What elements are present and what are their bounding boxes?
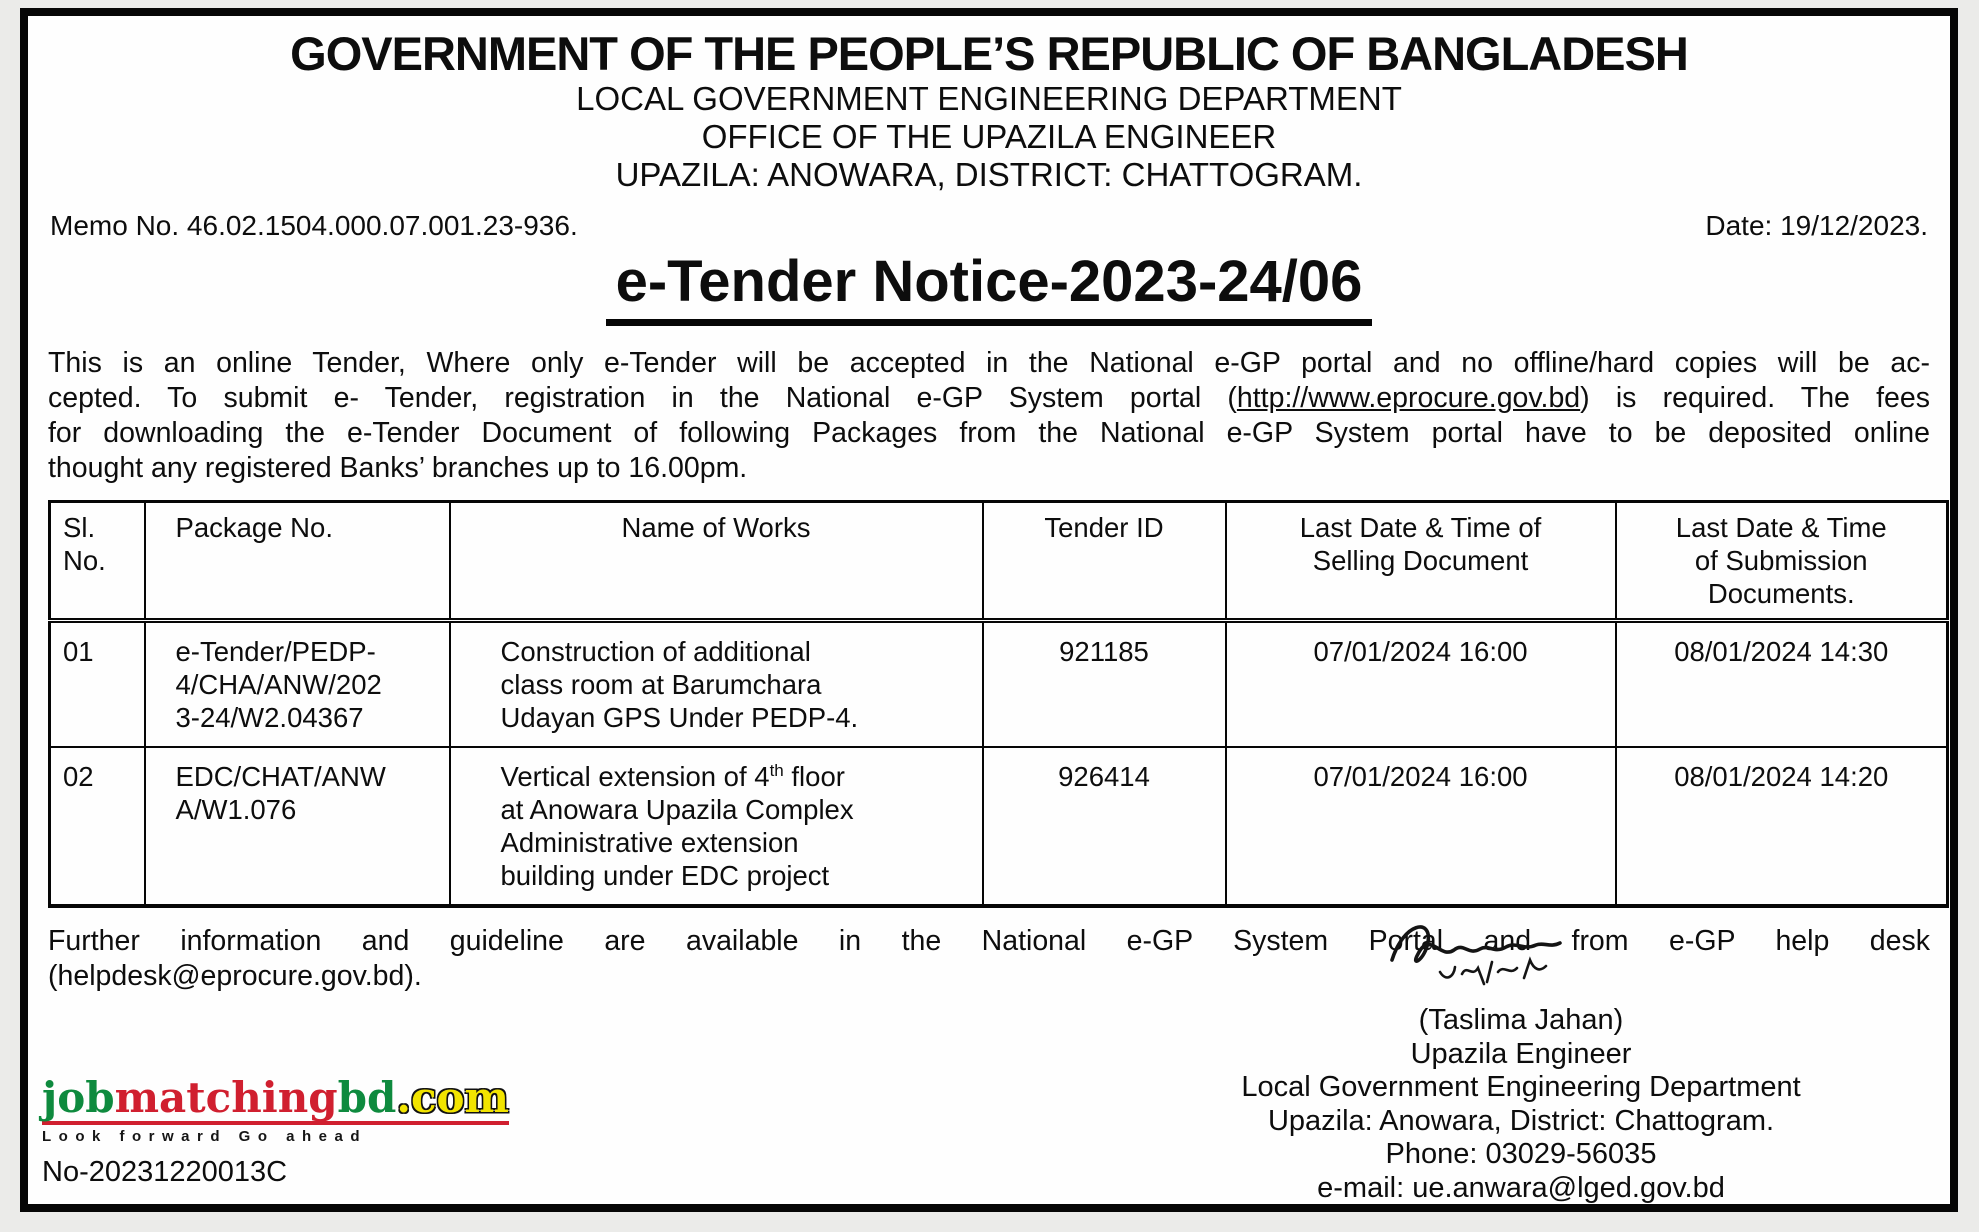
- signatory-phone: Phone: 03029-56035: [1385, 1138, 1657, 1170]
- cell-tender-id: 921185: [983, 621, 1226, 748]
- table-row: [50, 621, 1948, 748]
- cell-sl-no: 01: [50, 621, 145, 748]
- letterhead: [48, 28, 1930, 194]
- col-header-submission-date: Last Date & Time of Submission Documents.: [1616, 502, 1948, 621]
- jobmatchingbd-logo: [42, 1073, 509, 1125]
- table-header-row: [50, 502, 1948, 621]
- intro-line-pre: cepted. To submit e- Tender, registration in the National e-GP System portal (: [48, 382, 1237, 414]
- signatory-location: Upazila: Anowara, District: Chattogram.: [1267, 1104, 1775, 1137]
- works-text: floor at Anowara Upazila Complex Administrative extension building under EDC project: [500, 761, 854, 891]
- cell-name-of-works: Construction of additional class room at Barumchara Udayan GPS Under PEDP-4.: [450, 621, 983, 748]
- signatory-title: Upazila Engineer: [1410, 1037, 1632, 1070]
- signatory-email: e-mail: ue.anwara@lged.gov.bd: [1317, 1171, 1725, 1204]
- cell-package-no: e-Tender/PEDP-4/CHA/ANW/2023-24/W2.04367: [145, 621, 450, 748]
- intro-line: thought any registered Banks’ branches up to 16.00pm.: [48, 452, 748, 484]
- cell-sl-no: 02: [50, 747, 145, 906]
- reference-number: No-20231220013C: [42, 1156, 288, 1188]
- department-line: LOCAL GOVERNMENT ENGINEERING DEPARTMENT: [576, 80, 1402, 117]
- cell-name-of-works: [450, 747, 983, 906]
- signatory-department: Local Government Engineering Department: [1241, 1071, 1801, 1103]
- eprocure-portal-link[interactable]: http://www.eprocure.gov.bd: [1236, 382, 1581, 414]
- office-line: OFFICE OF THE UPAZILA ENGINEER: [701, 118, 1277, 155]
- col-header-tender-id: Tender ID: [983, 502, 1226, 621]
- title-wrap: [48, 248, 1930, 326]
- col-header-package-no: Package No.: [145, 502, 450, 621]
- page-title: e-Tender Notice-2023-24/06: [606, 248, 1373, 326]
- ordinal-superscript: th: [769, 760, 784, 780]
- signature-block: [1126, 914, 1916, 1205]
- intro-line: [48, 381, 1930, 416]
- tender-notice-document: [20, 8, 1958, 1212]
- works-text: Vertical extension of 4: [500, 761, 770, 792]
- intro-paragraph: [48, 346, 1930, 486]
- handwritten-signature: [1370, 914, 1605, 1002]
- memo-number: Memo No. 46.02.1504.000.07.001.23-936.: [50, 210, 578, 241]
- table-row: [50, 747, 1948, 906]
- signatory-name: (Taslima Jahan): [1418, 1004, 1624, 1036]
- logo-part-matching: matching: [114, 1073, 338, 1122]
- logo-part-job: job: [42, 1073, 115, 1122]
- cell-package-no: EDC/CHAT/ANWA/W1.076: [145, 747, 450, 906]
- col-header-selling-date: Last Date & Time of Selling Document: [1226, 502, 1616, 621]
- cell-selling-date: 07/01/2024 16:00: [1226, 621, 1616, 748]
- cell-tender-id: 926414: [983, 747, 1226, 906]
- memo-date: Date: 19/12/2023.: [1705, 210, 1928, 241]
- tender-table: [48, 500, 1949, 908]
- intro-line: for downloading the e-Tender Document of following Packages from the National e-GP System portal have to be deposited online: [48, 417, 1930, 449]
- jobmatchingbd-watermark: [42, 1073, 509, 1145]
- government-title: GOVERNMENT OF THE PEOPLE’S REPUBLIC OF BANGLADESH: [290, 27, 1688, 80]
- logo-tagline: Look forward Go ahead: [42, 1128, 368, 1145]
- logo-part-bd: bd: [337, 1073, 397, 1122]
- helpdesk-email-line: (helpdesk@eprocure.gov.bd).: [48, 960, 422, 992]
- upazila-line: UPAZILA: ANOWARA, DISTRICT: CHATTOGRAM.: [615, 156, 1363, 193]
- logo-part-dotcom: .com: [396, 1073, 509, 1122]
- cell-submission-date: 08/01/2024 14:30: [1616, 621, 1948, 748]
- intro-line-post: ) is required. The fees: [1580, 382, 1930, 414]
- col-header-name-of-works: Name of Works: [450, 502, 983, 621]
- cell-submission-date: 08/01/2024 14:20: [1616, 747, 1948, 906]
- intro-line: This is an online Tender, Where only e-Tender will be accepted in the National e-GP portal and no offline/hard copies will be ac-: [48, 347, 1930, 379]
- further-info-line: Further information and guideline are available in the National e-GP System Portal and from e-GP help desk: [48, 925, 1930, 957]
- cell-selling-date: 07/01/2024 16:00: [1226, 747, 1616, 906]
- memo-row: [48, 210, 1930, 242]
- col-header-sl-no: Sl. No.: [50, 502, 145, 621]
